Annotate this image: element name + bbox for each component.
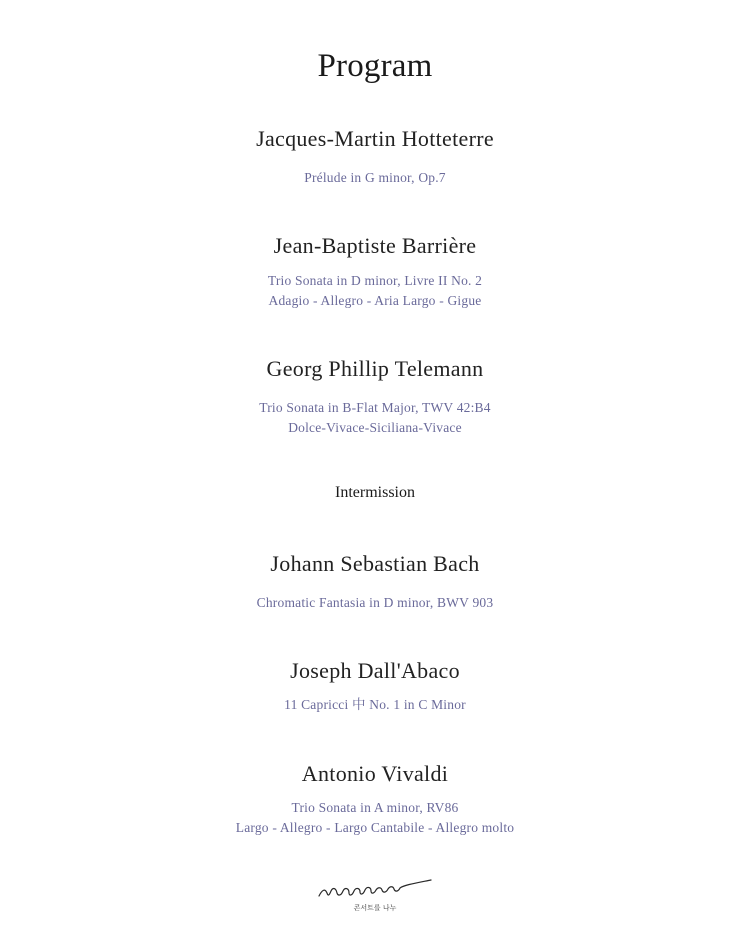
work-title: Trio Sonata in A minor, RV86 [291, 800, 459, 815]
work-title: Trio Sonata in D minor, Livre II No. 2 [267, 273, 483, 288]
work-title: Prélude in G minor, Op.7 [304, 170, 446, 185]
composer-name: Johann Sebastian Bach [270, 551, 480, 576]
work-movements: Adagio - Allegro - Aria Largo - Gigue [268, 293, 482, 308]
work-title: Trio Sonata in B-Flat Major, TWV 42:B4 [259, 400, 491, 415]
page-title: Program [317, 48, 433, 84]
work-movements: Dolce-Vivace-Siciliana-Vivace [288, 420, 462, 435]
composer-name: Joseph Dall'Abaco [290, 658, 460, 683]
composer-name: Jacques-Martin Hotteterre [256, 126, 494, 151]
composer-name: Antonio Vivaldi [301, 761, 449, 786]
composer-name: Jean-Baptiste Barrière [273, 233, 477, 258]
work-title: 11 Capricci 中 No. 1 in C Minor [284, 697, 466, 712]
intermission-label: Intermission [335, 484, 415, 501]
composer-name: Georg Phillip Telemann [266, 356, 484, 381]
work-movements: Largo - Allegro - Largo Cantabile - Allegro molto [235, 820, 515, 835]
logo-caption: 콘서트를 나누 [353, 904, 397, 912]
work-title: Chromatic Fantasia in D minor, BWV 903 [256, 595, 494, 610]
